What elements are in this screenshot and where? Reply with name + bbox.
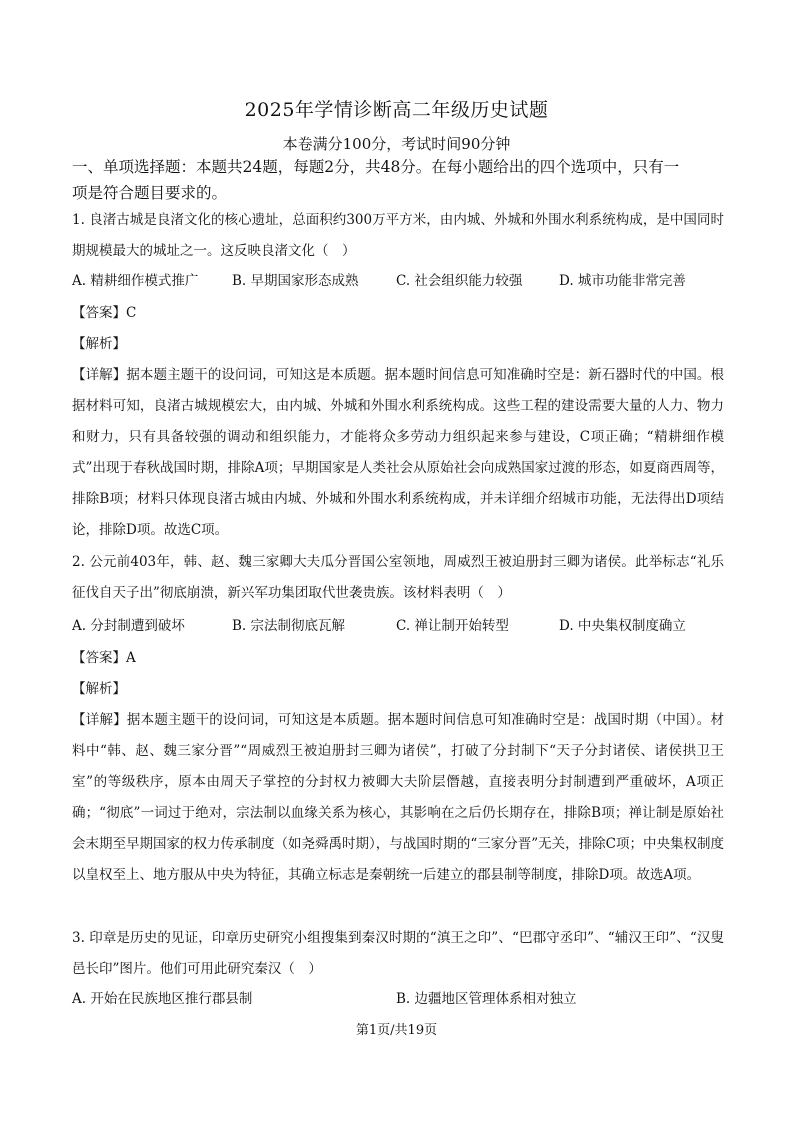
question-3-stem: 3. 印章是历史的见证，印章历史研究小组搜集到秦汉时期的“滇王之印”、“巴郡守丞印”、“辅汉王印”、“汉叟邑长印”图片。他们可用此研究秦汉（ ） bbox=[72, 930, 724, 977]
question-2-detail: 【详解】据本题主题干的设问词，可知这是本质题。据本题时间信息可知准确时空是：战国时期（中国）。材料中“韩、赵、魏三家分晋”“周威烈王被迫册封三卿为诸侯”，打破了分封制下“天子分封诸侯、诸侯拱卫王室”的等级秩序，原本由周天子掌控的分封权力被卿大夫阶层僭越，直接表明分封制遭到严重破坏，A项正确；“彻底”一词过于绝对，宗法制以血缘关系为核心，其影响在之后仍长期存在，排除B项；禅让制是原始社会末期至早期国家的权力传承制度（如尧舜禹时期），与战国时期的“三家分晋”无关，排除C项；中央集权制度以皇权至上、地方服从中央为特征，其确立标志是秦朝统一后建立的郡县制等制度，排除D项。故选A项。 bbox=[72, 712, 724, 883]
question-1-option-b: B. 早期国家形态成熟 bbox=[232, 273, 359, 289]
page-subtitle: 本卷满分100分，考试时间90分钟 bbox=[282, 135, 511, 153]
page-title: 2025年学情诊断高二年级历史试题 bbox=[244, 99, 549, 121]
question-3-option-b: B. 边疆地区管理体系相对独立 bbox=[396, 991, 577, 1007]
question-1-answer: 【答案】C bbox=[72, 305, 137, 321]
question-2-option-c: C. 禅让制开始转型 bbox=[396, 618, 509, 634]
question-2-option-d: D. 中央集权制度确立 bbox=[559, 618, 686, 634]
question-2-answer: 【答案】A bbox=[72, 650, 136, 666]
question-2-analysis-label: 【解析】 bbox=[72, 681, 126, 697]
question-2-option-a: A. 分封制遭到破坏 bbox=[72, 618, 185, 634]
question-1-option-a: A. 精耕细作模式推广 bbox=[72, 273, 199, 289]
question-2-options bbox=[72, 615, 732, 637]
question-2-stem: 2. 公元前403年，韩、赵、魏三家卿大夫瓜分晋国公室领地，周威烈王被迫册封三卿为诸侯。此举标志“礼乐征伐自天子出”彻底崩溃，新兴军功集团取代世袭贵族。该材料表明（ ） bbox=[72, 554, 724, 601]
section-heading-line1: 一、单项选择题：本题共24题，每题2分，共48分。在每小题给出的四个选项中，只有一 bbox=[72, 158, 680, 176]
page-footer: 第1页/共19页 bbox=[355, 1023, 438, 1038]
question-1-stem: 1. 良渚古城是良渚文化的核心遗址，总面积约300万平方米，由内城、外城和外围水利系统构成，是中国同时期规模最大的城址之一。这反映良渚文化（ ） bbox=[72, 212, 724, 259]
question-1-detail: 【详解】据本题主题干的设问词，可知这是本质题。据本题时间信息可知准确时空是：新石器时代的中国。根据材料可知，良渚古城规模宏大，由内城、外城和外围水利系统构成。这些工程的建设需要大量的人力、物力和财力，只有具备较强的调动和组织能力，才能将众多劳动力组织起来参与建设，C项正确；“精耕细作模式”出现于春秋战国时期，排除A项；早期国家是人类社会从原始社会向成熟国家过渡的形态，如夏商西周等，排除B项；材料只体现良渚古城由内城、外城和外围水利系统构成，并未详细介绍城市功能，无法得出D项结论，排除D项。故选C项。 bbox=[72, 367, 724, 538]
question-1-analysis-label: 【解析】 bbox=[72, 336, 126, 352]
question-3-option-a: A. 开始在民族地区推行郡县制 bbox=[72, 991, 253, 1007]
question-3-options bbox=[72, 988, 732, 1010]
question-2-option-b: B. 宗法制彻底瓦解 bbox=[232, 618, 346, 634]
question-1-option-d: D. 城市功能非常完善 bbox=[559, 273, 686, 289]
question-1-options bbox=[72, 270, 732, 292]
question-1-option-c: C. 社会组织能力较强 bbox=[396, 273, 523, 289]
section-heading-line2: 项是符合题目要求的。 bbox=[72, 184, 228, 202]
